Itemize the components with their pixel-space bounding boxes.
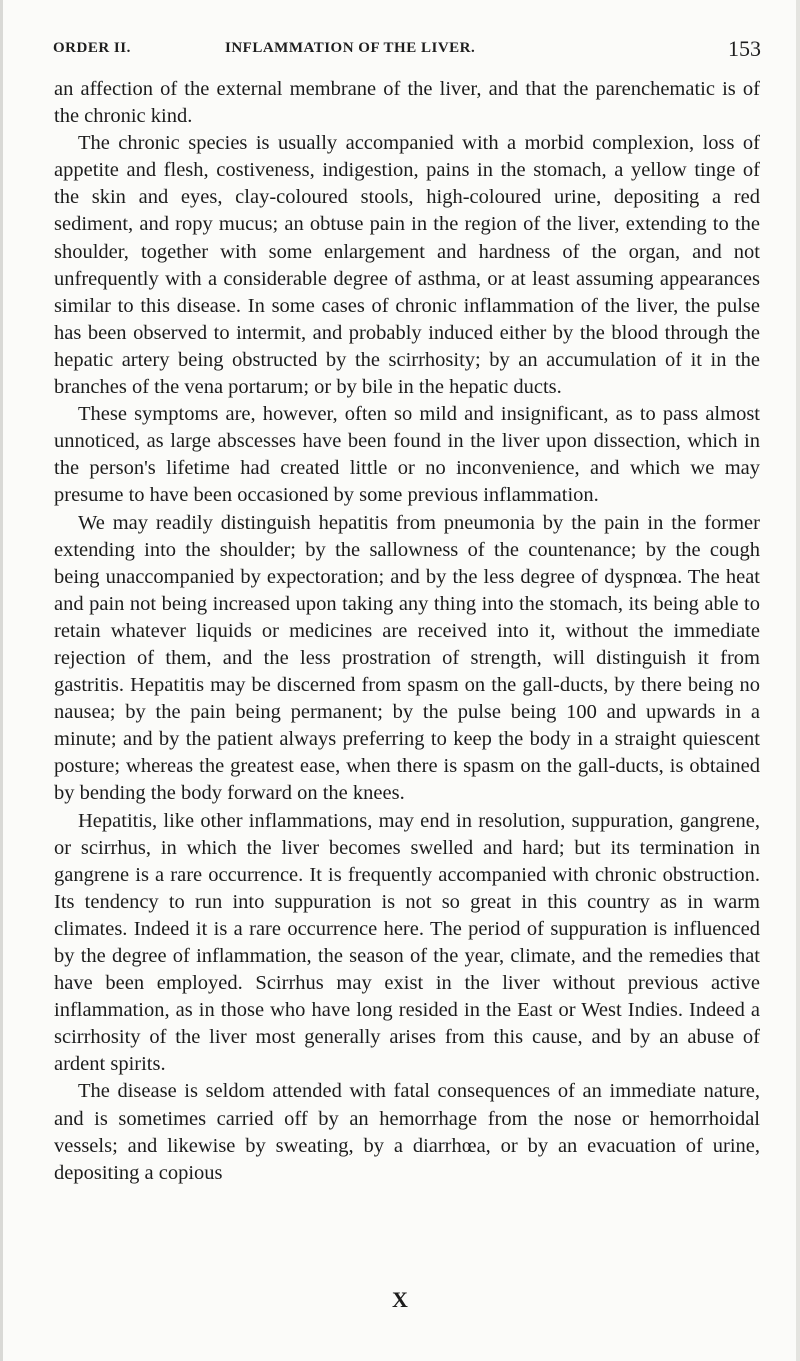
paragraph-terminations: Hepatitis, like other inflammations, may end in resolution, suppuration, gangrene, or scirrhus, in which the liver becomes swelled and hard; but its termination in gangrene is a rare occurrence. It is frequently accompanied with chronic obstruction. Its tendency to run into suppuration is not so great in this country as in warm climates. Indeed it is a rare occurrence here. The period of suppuration is influenced by the degree of inflammation, the season of the year, climate, and the remedies that have been employed. Scirrhus may exist in the liver without previous active inflammation, as in those who have long resided in the East or West Indies. Indeed a scirrhosity of the liver most generally arises from this cause, and by an abuse of ardent spirits. — [54, 809, 760, 1076]
page-gutter-edge — [0, 0, 3, 1361]
body-text — [54, 76, 760, 1187]
running-head-order: ORDER II. — [53, 40, 131, 56]
running-header — [53, 36, 777, 62]
paragraph-mild-symptoms: These symptoms are, however, often so mild and insignificant, as to pass almost unnoticed, as large abscesses have been found in the liver upon dissection, which in the person's lifetime had created little or no inconvenience, and which we may presume to have been occasioned by some previous inflammation. — [54, 403, 760, 507]
page-fore-edge — [796, 0, 800, 1361]
paragraph-continuation: an affection of the external membrane of the liver, and that the parenchematic is of the chronic kind. — [54, 78, 760, 128]
running-head-title: INFLAMMATION OF THE LIVER. — [225, 40, 476, 56]
signature-mark: X — [392, 1287, 408, 1312]
page-number: 153 — [728, 36, 761, 61]
paragraph-chronic-species: The chronic species is usually accompanied with a morbid complexion, loss of appetite and flesh, costiveness, indigestion, pains in the stomach, a yellow tinge of the skin and eyes, clay-coloured stools, high-coloured urine, depositing a red sediment, and ropy mucus; an obtuse pain in the region of the liver, extending to the shoulder, together with some enlargement and hardness of the organ, and not unfrequently with a considerable degree of asthma, or at least assuming appearances similar to this disease. In some cases of chronic inflammation of the liver, the pulse has been observed to intermit, and probably induced either by the blood through the hepatic artery being obstructed by the scirrhosity; by an accumulation of it in the branches of the vena portarum; or by bile in the hepatic ducts. — [54, 132, 760, 399]
paragraph-prognosis: The disease is seldom attended with fatal consequences of an immediate nature, and is sometimes carried off by an hemorrhage from the nose or hemorrhoidal vessels; and likewise by sweating, by a diarrhœa, or by an evacuation of urine, depositing a copious — [54, 1080, 760, 1184]
paragraph-diagnosis: We may readily distinguish hepatitis from pneumonia by the pain in the former extending into the shoulder; by the sallowness of the countenance; by the cough being unaccompanied by expectoration; and by the less degree of dyspnœa. The heat and pain not being increased upon taking any thing into the stomach, its being able to retain whatever liquids or medicines are received into it, without the immediate rejection of them, and the less prostration of strength, will distinguish it from gastritis. Hepatitis may be discerned from spasm on the gall-ducts, by there being no nausea; by the pain being permanent; by the pulse being 100 and upwards in a minute; and by the patient always preferring to keep the body in a straight quiescent posture; whereas the greatest ease, when there is spasm on the gall-ducts, is obtained by bending the body forward on the knees. — [54, 511, 760, 805]
